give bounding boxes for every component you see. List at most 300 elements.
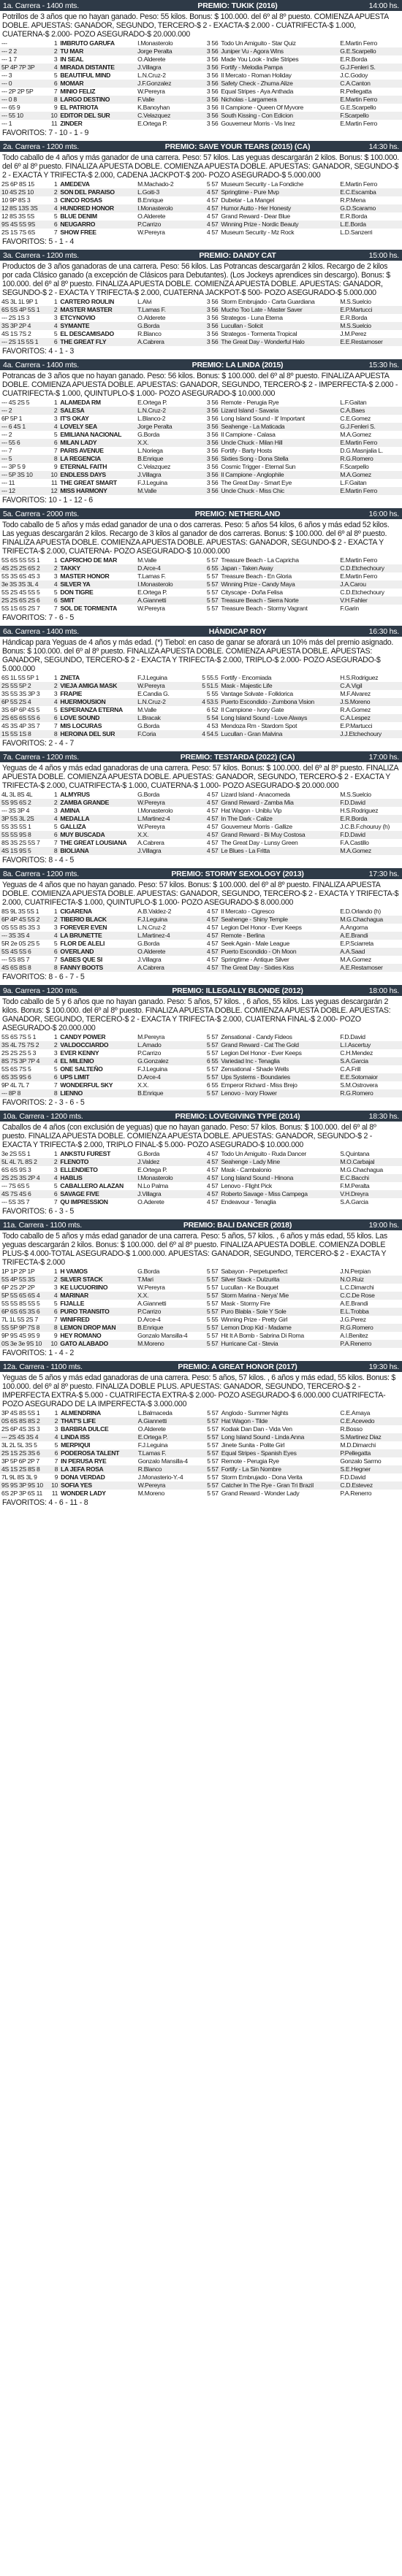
entry-num: 2: [46, 799, 58, 807]
entry-trainer: M.D.Dimarchi: [340, 1441, 376, 1449]
entry-horse: DON TIGRE: [60, 589, 94, 596]
entry-jockey: F.J.Leguina: [137, 1065, 167, 1073]
entry-horse: PURO TRANSITO: [58, 1308, 136, 1316]
entry-num: 6: [47, 1449, 59, 1457]
entry-row: [0, 799, 402, 807]
entry-weight: 3 56: [200, 471, 220, 479]
entry-trainer: A.E.Restamoser: [338, 964, 402, 972]
entry-pedigree: Il Mercato - Roman Holiday: [221, 72, 292, 79]
entry-num: 2: [47, 1417, 59, 1425]
entry-jockey: R.Blanco: [137, 330, 162, 337]
entry-form: 12 8S 13S 3S: [0, 204, 46, 212]
entry-num: 3: [53, 196, 58, 204]
entry-pedigree: Winning Prize - Pretty Girl: [221, 1316, 288, 1323]
entry-form: 4S 1S 7S 2: [1, 330, 31, 337]
race-time: 14:30 hs.: [368, 142, 399, 151]
race-header: [0, 1219, 402, 1230]
entry-weight: 5 57: [206, 605, 219, 612]
entry-weight: 4 57: [200, 831, 220, 839]
entry-trainer: A.E.Brandi: [340, 1300, 368, 1307]
entry-weight: 3 56: [200, 487, 220, 495]
entry-pedigree: Storm Embrujado - Carta Guardiana: [221, 298, 315, 305]
entry-row: [0, 1300, 402, 1308]
entry-jockey: I.Monasterolo: [136, 1174, 200, 1182]
entry-num: 4: [46, 204, 58, 212]
entry-pedigree: Seahenge - La Maticada: [219, 423, 338, 431]
entry-form: 2S 6S 6S 5S 6: [0, 714, 46, 722]
entry-trainer: F.Garin: [340, 605, 359, 612]
entry-row: [0, 471, 402, 479]
entry-num: 5: [53, 1065, 58, 1073]
entry-num: 4: [47, 1433, 59, 1441]
entry-jockey: A.Giannetti: [137, 1300, 167, 1307]
entry-jockey: M.Valle: [136, 487, 200, 495]
entry-horse: HEY ROMANO: [60, 1332, 102, 1339]
race-number-distance: 4a. Carrera - 1400 mts.: [3, 360, 79, 369]
entry-weight: 4 57: [200, 1190, 220, 1198]
entry-num: 12: [46, 487, 58, 495]
entry-weight: 3 56: [200, 47, 220, 55]
entry-num: 7: [53, 1081, 58, 1089]
entry-jockey: F.J.Leguina: [136, 916, 200, 924]
entry-pedigree: Silver Stack - Dulzurita: [219, 1276, 338, 1284]
race-favorites: FAVORITOS: 7 - 6 - 5: [2, 613, 75, 622]
entry-trainer: E.C.Escamba: [338, 188, 402, 196]
entry-weight: 4 53: [206, 722, 219, 729]
entry-row: [0, 431, 402, 439]
entry-form: 6P 4P 4S 5S 2: [0, 916, 46, 924]
entry-pedigree: Variedad Inc - Tenaglia: [219, 1057, 338, 1065]
entry-weight: 5 57: [200, 597, 220, 605]
entry-row: [0, 964, 402, 972]
entry-pedigree: Legion Del Honor - Ever Keeps: [221, 924, 302, 931]
entry-horse: CIGARENA: [60, 908, 92, 915]
entry-weight: 5 55: [206, 1316, 219, 1323]
race-favorites: FAVORITOS: 2 - 4 - 7: [2, 739, 75, 748]
entry-jockey: E.Ortega P.: [137, 1433, 200, 1441]
entry-form: --- 8P 8: [0, 1089, 46, 1097]
entry-form: 4S 6S 8S 8: [0, 964, 46, 972]
entry-row: [0, 1449, 402, 1457]
entry-num: 8: [46, 847, 58, 855]
entry-jockey: G.Borda: [137, 722, 159, 729]
entry-row: [0, 1049, 402, 1057]
entry-trainer: F.A.Castillo: [340, 839, 369, 846]
entry-jockey: E.Ortega P.: [137, 1166, 167, 1173]
entry-form: 4S 2S 2S 6S 2: [0, 564, 46, 572]
entry-form: 5S 3S 6S 4S 3: [1, 572, 40, 580]
entry-weight: 3 56: [206, 104, 219, 111]
entry-jockey: O.Alderete: [136, 948, 200, 956]
entry-trainer: H.S.Rodriguez: [340, 807, 379, 814]
entry-pedigree: Winning Prize - Candy Maya: [219, 580, 338, 589]
entry-jockey: G.Borda: [137, 940, 160, 947]
entry-trainer: M.G.Chachagua: [338, 916, 402, 924]
entry-pedigree: Long Island Sound - Hinona: [219, 1174, 338, 1182]
entry-num: 2: [46, 682, 58, 690]
entry-horse: MIS LOCURAS: [60, 722, 102, 729]
entry-pedigree: Catcher In The Rye - Gran Tri Brazil: [220, 1481, 339, 1490]
entry-form: 5S 6S 7S 5: [1, 1065, 31, 1073]
entry-weight: 4 57: [200, 916, 220, 924]
entry-pedigree: Seek Again - Male League: [221, 940, 289, 947]
entry-horse: LEMON DROP MAN: [58, 1324, 136, 1332]
entry-form: --- 3S 3S 4: [0, 932, 46, 940]
race-number-distance: 5a. Carrera - 2000 mts.: [3, 509, 79, 518]
race-favorites: FAVORITOS: 8 - 6 - 7 - 5: [2, 973, 85, 981]
entry-horse: WONDERFUL SKY: [60, 1081, 113, 1089]
entry-jockey: L.N.Cruz-2: [136, 698, 200, 706]
entry-jockey: B.Enrique: [137, 196, 164, 204]
entry-weight: 5 57: [207, 1473, 219, 1481]
race-conditions: Todo caballo de 4 años y más ganador de una carrera. Peso: 57 kilos. Las yeguas descargarán 2 kilos. Bonus: $ 100.000. del 6º al 8º puesto. FINALIZA APUESTA DOBLE. COMIENZA APUESTA DOBLE. APUESTAS: GANADOR, SEGUNDO-$ 2 - EXACTA Y TRIFECTA-$ 2.000, CADENA JACKPOT-$ 200- POZO ASEGURADO-$ 5.000.000: [2, 153, 399, 180]
entry-jockey: T.Lamas F.: [137, 572, 166, 580]
entry-pedigree: Museum Security - La Fondiche: [221, 180, 303, 188]
entry-horse: MEDALLA: [58, 815, 136, 823]
entry-weight: 5 57: [206, 1033, 219, 1040]
entry-jockey: M.Moreno: [137, 1490, 164, 1497]
entry-jockey: W.Pereyra: [137, 1481, 200, 1490]
entry-pedigree: Seahenge - Shiny Temple: [219, 916, 338, 924]
entry-weight: 6 55: [206, 1081, 219, 1089]
entry-row: [0, 1057, 402, 1065]
entry-horse: LIENNO: [58, 1089, 136, 1097]
entry-trainer: L.D.Sanzerri: [340, 229, 373, 236]
entry-horse: MERPIQUI: [61, 1441, 91, 1449]
entry-weight: 3 56: [206, 415, 219, 422]
entry-pedigree: Fortify - Melodia Pampa: [219, 64, 338, 72]
entry-trainer: S.Martinez Diaz: [338, 1433, 402, 1441]
entry-horse: TU MAR: [58, 47, 136, 55]
entry-trainer: J.S.Moreno: [338, 698, 402, 706]
entry-row: [0, 188, 402, 196]
entry-trainer: G.D.Scaramo: [338, 204, 402, 212]
race-time: 16:00 hs.: [368, 509, 399, 518]
entry-pedigree: Treasure Beach - Stormy Vagrant: [221, 605, 308, 612]
entry-row: [0, 1158, 402, 1166]
entry-pedigree: South Kissing - Con Edicion: [219, 112, 338, 120]
entry-pedigree: Il Campione - Queen Of Myvore: [221, 104, 303, 111]
race-time: 18:30 hs.: [368, 1111, 399, 1121]
race-time: 14:00 hs.: [368, 1, 399, 10]
entry-row: [0, 88, 402, 96]
entry-num: 2: [46, 564, 58, 572]
race-favorites: FAVORITOS: 1 - 4 - 2: [2, 1349, 75, 1357]
entry-form: 3L 2L 5L 3S 5: [1, 1441, 37, 1449]
entry-trainer: S.M.Ostrovera: [340, 1081, 378, 1089]
entry-trainer: E.E.Sotomaior: [338, 1073, 402, 1081]
entry-num: 3: [53, 1049, 58, 1057]
entry-num: 7: [53, 722, 58, 729]
entry-trainer: M.S.Suelcio: [340, 791, 371, 798]
entry-num: 2: [46, 306, 58, 314]
entry-weight: 5 57: [206, 556, 219, 564]
entry-row: [0, 940, 402, 948]
entry-row: [0, 229, 402, 237]
entry-horse: EL MILENIO: [58, 1057, 136, 1065]
entry-form: 2S 6P 8S 15: [1, 180, 34, 188]
entry-form: 5P 4P 7P 3P: [0, 64, 46, 72]
entry-pedigree: Jinete Sunita - Polite Girl: [221, 1441, 285, 1449]
entry-trainer: P.Pellegatta: [338, 1449, 402, 1457]
entry-row: [0, 64, 402, 72]
entry-weight: 4 57: [206, 1166, 219, 1173]
entry-pedigree: Gouverneur Morris - Gallize: [221, 823, 292, 830]
entry-horse: LA JEFA ROSA: [59, 1465, 137, 1473]
entry-form: --- 5S 8S 7: [1, 956, 30, 963]
entry-jockey: W.Pereyra: [137, 229, 165, 236]
entry-jockey: Gonzalo Mansilla-4: [137, 1332, 188, 1339]
entry-pedigree: Long Island Sound - Love Always: [219, 714, 338, 722]
entry-horse: SABES QUE SI: [60, 956, 102, 963]
entry-num: 8: [46, 964, 58, 972]
entry-num: 5: [53, 1182, 58, 1189]
entry-trainer: M.A.Gomez: [338, 847, 402, 855]
entry-trainer: A.E.Brandi: [338, 932, 402, 940]
entry-row: [0, 807, 402, 815]
entry-trainer: F.D.David: [338, 831, 402, 839]
entry-horse: EDITOR DEL SUR: [58, 112, 136, 120]
entry-trainer: A.I.Benitez: [340, 1332, 368, 1339]
entry-row: [0, 196, 402, 204]
race-conditions: Potrancas de 3 años que no hayan ganado. Peso: 56 kilos. Bonus: $ 100.000. del 6º al 8º puesto. FINALIZA APUESTA DOBLE. COMIENZA APUESTA DOBLE. APUESTAS: GANADOR, SEGUNDO, TERCERO-$ 2 - IMPERFECTA-$ 2.000 - CUATRIFECTA-$ 1.000, QUINTUPLO-$ 1.000- POZO ASEGURADO-$ 10.000.000: [2, 372, 398, 398]
entry-pedigree: Fortify - Encomiada: [221, 674, 272, 681]
entry-trainer: M.S.Suelcio: [340, 298, 371, 305]
entry-jockey: I.Monasterolo: [137, 807, 173, 814]
entry-row: [0, 580, 402, 589]
entry-trainer: L.F.Gaitan: [340, 399, 367, 406]
entry-jockey: K.Banoyhan: [137, 104, 170, 111]
entry-trainer: E.Martin Ferro: [340, 39, 377, 47]
entry-horse: EL DESCAMISADO: [60, 330, 114, 337]
entry-row: [0, 1441, 402, 1449]
entry-pedigree: Lizard Island - Anacomeda: [221, 791, 290, 798]
entry-horse: HUNDRED HONOR: [58, 204, 136, 212]
entry-num: 2: [46, 188, 58, 196]
entry-trainer: P.A.Renerro: [338, 1340, 402, 1348]
entry-form: --- 5P 3S 10: [0, 471, 46, 479]
entry-row: [0, 487, 402, 495]
entry-trainer: E.Martin Ferro: [338, 487, 402, 495]
entry-weight: 4 57: [206, 1150, 219, 1157]
entry-num: 2: [46, 1041, 58, 1049]
entry-jockey: L.Goiti-3: [136, 188, 200, 196]
entry-pedigree: Cosmic Trigger - Eternal Sun: [221, 463, 296, 470]
entry-trainer: E.R.Borda: [340, 314, 368, 321]
entry-weight: 3 56: [200, 322, 220, 330]
entry-weight: 5 57: [200, 1324, 220, 1332]
entry-horse: AMINA: [60, 807, 80, 814]
entry-trainer: G.J.Fenleri S.: [338, 64, 402, 72]
entry-num: 10: [46, 112, 58, 120]
entry-row: [0, 847, 402, 855]
entry-horse: FLOR DE ALELI: [60, 940, 105, 947]
entry-pedigree: Lucullan - Ke Bouquet: [221, 1284, 278, 1291]
entry-num: 11: [51, 479, 58, 486]
entry-weight: 3 56: [206, 431, 219, 438]
entry-form: --- 2 2: [0, 47, 46, 55]
entry-row: [0, 932, 402, 940]
entry-form: 12 8S 3S 5S: [1, 212, 34, 220]
entry-horse: MINIO FELIZ: [60, 88, 96, 95]
race-header: [0, 751, 402, 762]
entry-form: 0S 5S 8S 3S 3: [1, 924, 40, 931]
entry-form: 10 4S 2S 10: [0, 188, 46, 196]
entry-num: 9: [53, 1332, 58, 1339]
entry-num: 4: [46, 1292, 58, 1300]
entry-row: [0, 47, 402, 55]
entry-pedigree: In The Dark - Calize: [219, 815, 338, 823]
entry-jockey: M.Pereyra: [137, 1033, 165, 1040]
entry-num: 1: [54, 1409, 58, 1417]
entry-row: [0, 407, 402, 415]
entry-num: 6: [46, 1308, 58, 1316]
entry-row: [0, 1465, 402, 1473]
race-favorites: FAVORITOS: 4 - 6 - 11 - 8: [2, 1498, 88, 1507]
entry-jockey: P.Carrizo: [136, 1308, 200, 1316]
entry-row: [0, 415, 402, 423]
race-number-distance: 9a. Carrera - 1200 mts.: [3, 986, 79, 995]
entry-trainer: C.A.Frill: [340, 1065, 361, 1073]
entry-form: --- 3: [1, 72, 12, 79]
entry-jockey: A.B.Valdez-2: [137, 908, 172, 915]
entry-jockey: X.X.: [137, 1081, 149, 1089]
entry-pedigree: Lucullan - Gran Malvina: [219, 730, 338, 738]
entry-pedigree: Remote - Perugia Rye: [221, 1457, 279, 1465]
race-prize-name: PREMIO: SAVE YOUR TEARS (2015) (CA): [164, 142, 311, 151]
entry-form: 9S 9S 3P 9S 10: [0, 1481, 47, 1490]
entry-row: [0, 831, 402, 839]
entry-weight: 5 57: [207, 1425, 219, 1433]
entry-weight: 4 57: [206, 956, 219, 963]
entry-horse: MILAN LADY: [58, 439, 136, 447]
entry-row: [0, 221, 402, 229]
entry-pedigree: Legion Del Honor - Ever Keeps: [221, 1049, 302, 1057]
race-prize-name: PREMIO: TUKIK (2016): [197, 1, 278, 10]
entry-horse: FLENOTO: [58, 1158, 136, 1166]
entry-pedigree: Equal Stripes - Aya Anthada: [221, 88, 294, 95]
race-prize-name: PREMIO: DANDY CAT: [199, 250, 276, 260]
entry-weight: 5 57: [206, 589, 219, 596]
entry-form: 5S 1S 6S 2S 7: [1, 605, 40, 612]
entry-num: 5: [53, 72, 58, 79]
entry-form: 3P 4S 8S 5S 1: [1, 1409, 40, 1417]
entry-num: 11: [51, 120, 58, 127]
entry-row: [0, 112, 402, 120]
entry-form: 5S 5P 9P 7S 8: [0, 1324, 46, 1332]
entry-num: 1: [53, 674, 58, 681]
entry-pedigree: Anglodo - Summer Nights: [221, 1409, 289, 1417]
entry-weight: 5 57: [206, 1049, 219, 1057]
entry-jockey: A.Cabrera: [136, 964, 200, 972]
entry-form: --- 2: [0, 407, 46, 415]
entry-horse: PARIS AVENUE: [60, 447, 104, 454]
entry-weight: 5 57: [207, 1457, 219, 1465]
entry-jockey: J.Villagra: [136, 847, 200, 855]
race-header: [0, 508, 402, 519]
entry-pedigree: Roberto Savage - Miss Campega: [219, 1190, 338, 1198]
entry-trainer: A.Angorna: [340, 924, 368, 931]
entry-horse: SOFIA YES: [59, 1481, 137, 1490]
entry-horse: MASTER MASTER: [58, 306, 136, 314]
entry-pedigree: Todo Un Amiguito - Ruda Dancer: [221, 1150, 306, 1157]
entry-row: [0, 104, 402, 112]
race-number-distance: 3a. Carrera - 1200 mts.: [3, 250, 79, 260]
entry-num: 4: [46, 322, 58, 330]
entry-num: 4: [46, 1057, 58, 1065]
entry-row: [0, 839, 402, 847]
entry-form: --- 2S 4S 3S 4: [0, 1433, 47, 1441]
race-header: [0, 141, 402, 152]
entry-weight: 5 55: [206, 690, 219, 697]
race-conditions: Todo caballo de 5 años y más edad ganador de una o dos carreras. Peso: 5 años 54 kilos, 6 años y más edad 52 kilos. Las yeguas descargarán 2 kilos. Recargo de 3 kilos al ganador de dos carreras. Bonus: $ 100.000. del 6º al 8º puesto. FINALIZA APUESTA DOBLE. COMIENZA APUESTA DOBLE. APUESTAS: GANADOR, SEGUNDO-$ 2 - EXACTA Y TRIFECTA-$ 2.000, CUATERNA- POZO ASEGURADO-$ 10.000.000: [2, 521, 390, 556]
entry-num: 5: [54, 1441, 58, 1449]
entry-trainer: G.J.Fenleri S.: [338, 423, 402, 431]
entry-trainer: J.G.Perez: [340, 1316, 366, 1323]
race-favorites: FAVORITOS: 6 - 3 - 5: [2, 1207, 75, 1216]
entry-jockey: O.Aderete: [137, 1198, 164, 1205]
entry-jockey: P.Carrizo: [136, 221, 200, 229]
entry-weight: 4 57: [200, 815, 220, 823]
entry-row: [0, 314, 402, 322]
entry-horse: ALAMEDA RM: [60, 399, 101, 406]
entry-pedigree: Ups Systems - Boundaries: [219, 1073, 338, 1081]
entries-table: [0, 180, 402, 237]
entry-weight: 3 56: [200, 338, 220, 346]
entry-num: 1: [53, 39, 58, 47]
entry-trainer: E.Martin Ferro: [338, 439, 402, 447]
entry-jockey: T.Mari: [136, 1276, 200, 1284]
entry-num: 5: [53, 823, 58, 830]
entry-trainer: C.H.Mendez: [340, 1049, 373, 1057]
entry-pedigree: Long Island Sound - Linda Anna: [220, 1433, 339, 1441]
entry-row: [0, 815, 402, 823]
entry-pedigree: Mask - Cambalonio: [221, 1166, 272, 1173]
entry-form: 5S 4S 5S 6: [0, 948, 46, 956]
race-header: [0, 250, 402, 261]
entry-pedigree: Hat Wagon - Uniblu Vip: [221, 807, 282, 814]
entry-form: --- 11: [1, 479, 15, 486]
entry-trainer: E.P.Martucci: [340, 722, 373, 729]
entry-form: 5R 2e 0S 2S 5: [1, 940, 39, 947]
entry-row: [0, 564, 402, 572]
entry-horse: SALESA: [58, 407, 136, 415]
entry-trainer: E.Martin Ferro: [340, 120, 377, 127]
entry-pedigree: Sabayon - Perpetuperfect: [221, 1268, 288, 1275]
entry-pedigree: Mendoza Rm - Stardom Spot: [221, 722, 297, 729]
race-section: [0, 508, 402, 626]
entry-form: 2S 2S 6S 2S 6: [0, 597, 46, 605]
entry-trainer: M.F.Alvarez: [340, 690, 371, 697]
entries-table: [0, 1268, 402, 1348]
entry-row: [0, 1166, 402, 1174]
entry-num: 7: [53, 605, 58, 612]
entry-pedigree: Cityscape - Doña Felisa: [221, 589, 283, 596]
entry-num: 7: [54, 1457, 58, 1465]
entry-form: 5S 4P 5S 3S: [0, 1276, 46, 1284]
race-section: [0, 1111, 402, 1219]
entry-pedigree: Grand Reward - Cat The Gold: [219, 1041, 338, 1049]
entry-row: [0, 1089, 402, 1097]
entry-row: [0, 338, 402, 346]
entry-row: [0, 706, 402, 714]
entry-row: [0, 605, 402, 613]
entry-row: [0, 455, 402, 463]
entry-row: [0, 72, 402, 80]
entry-weight: 5 57: [200, 1449, 219, 1457]
entry-jockey: L.N.Cruz-2: [137, 924, 166, 931]
entry-form: --- 5: [0, 455, 46, 463]
